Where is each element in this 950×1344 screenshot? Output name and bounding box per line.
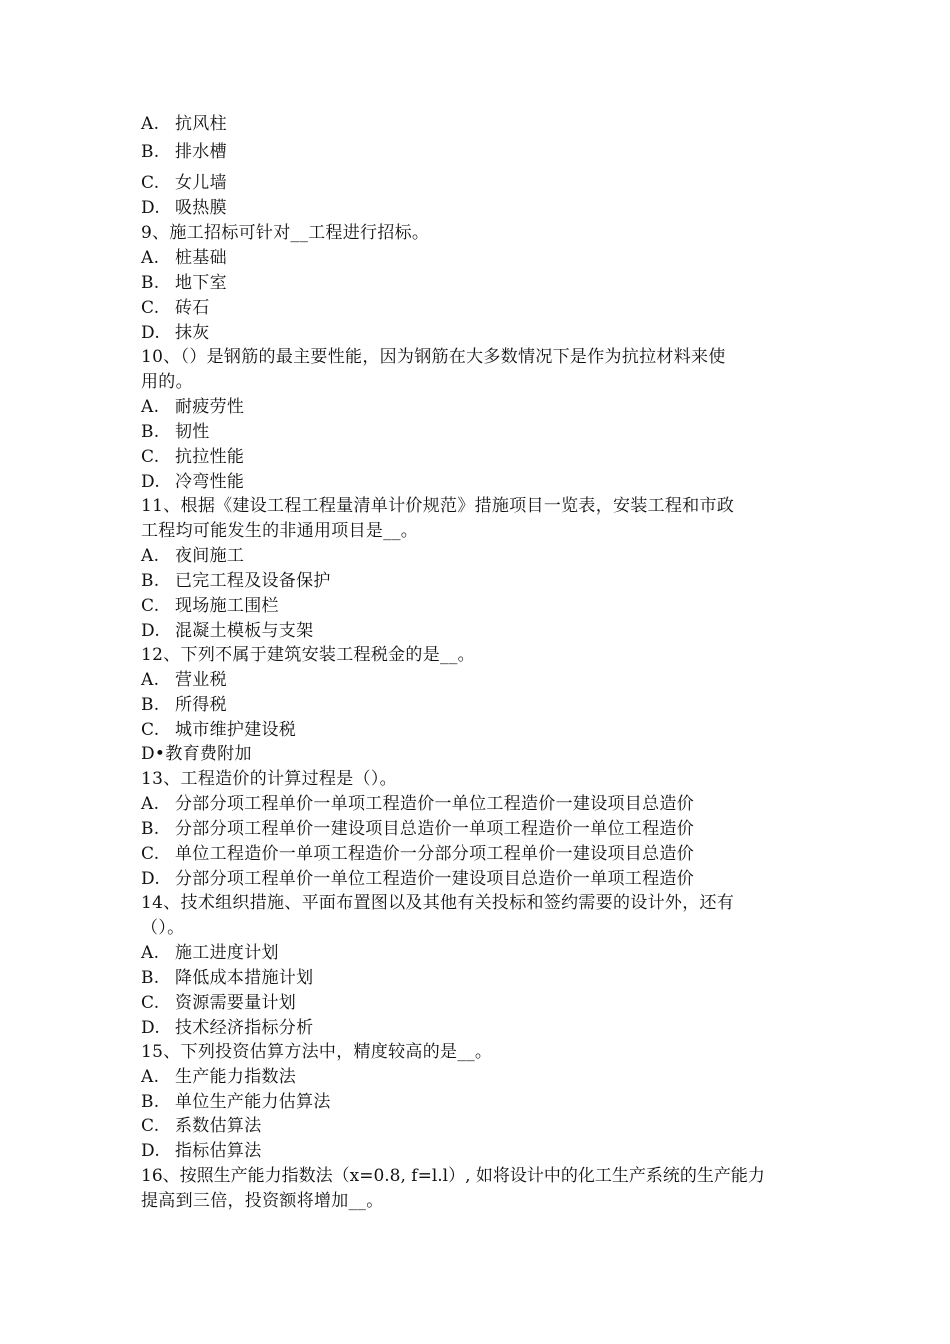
option-text: 混凝土模板与支架 [175,621,314,641]
option-text: 耐疲劳性 [175,397,245,417]
option-letter: B. [141,1092,160,1112]
q14-option-b [141,966,821,990]
question-10-stem-line2: 用的。 [141,372,193,392]
option-text: 排水槽 [175,142,227,162]
q11-option-d [141,619,821,643]
option-letter: C. [141,1116,160,1136]
option-text: 抹灰 [175,323,210,343]
option-letter: D. [141,1018,161,1038]
option-letter: D. [141,869,161,889]
q12-option-d [141,742,821,766]
option-text: 分部分项工程单价一单项工程造价一单位工程造价一建设项目总造价 [175,794,694,814]
option-text: 所得税 [175,695,227,715]
q14-option-d [141,1016,821,1040]
q13-option-c [141,842,821,866]
option-letter: D. [141,621,161,641]
option-text: 抗风柱 [175,114,227,134]
q12-option-a [141,668,821,692]
q10-option-a [141,395,821,419]
option-letter: C. [141,173,160,193]
question-11-stem-line2: 工程均可能发生的非通用项目是__。 [141,521,419,541]
option-letter: C. [141,993,160,1013]
option-letter: B. [141,422,160,442]
question-15-stem: 15、下列投资估算方法中，精度较高的是__。 [141,1042,493,1062]
option-text: 桩基础 [175,248,227,268]
question-14-stem-line2: （）。 [141,918,185,938]
option-text: 已完工程及设备保护 [175,571,331,591]
q9-option-d [141,321,821,345]
q14-option-c [141,991,821,1015]
option-letter: A. [141,943,160,963]
option-text: 指标估算法 [175,1141,262,1161]
q12-option-c [141,718,821,742]
option-letter: A. [141,1067,160,1087]
option-text: 教育费附加 [165,744,252,764]
option-text: 系数估算法 [175,1116,262,1136]
option-letter: D. [141,472,161,492]
option-letter: D. [141,1141,161,1161]
option-text: 现场施工围栏 [175,596,279,616]
option-d [141,196,821,220]
q9-option-a [141,246,821,270]
option-text: 韧性 [175,422,210,442]
option-c [141,171,821,195]
q15-option-c [141,1114,821,1138]
question-16-stem-line1: 16、按照生产能力指数法（x=0.8, f=l.l）, 如将设计中的化工生产系统的生产能力 [141,1166,765,1186]
option-letter: A. [141,670,160,690]
question-10-stem-line1: 10、（）是钢筋的最主要性能，因为钢筋在大多数情况下是作为抗拉材料来使 [141,347,726,367]
option-text: 城市维护建设税 [175,720,297,740]
option-text: 资源需要量计划 [175,993,297,1013]
option-letter: D. [141,198,161,218]
option-text: 分部分项工程单价一单位工程造价一建设项目总造价一单项工程造价 [175,869,694,889]
q13-option-b [141,817,821,841]
option-letter: C. [141,447,160,467]
q14-option-a [141,941,821,965]
option-letter: B. [141,571,160,591]
question-12-stem: 12、下列不属于建筑安装工程税金的是__。 [141,645,475,665]
question-14-stem-line1: 14、技术组织措施、平面布置图以及其他有关投标和签约需要的设计外，还有 [141,893,735,913]
q15-option-a [141,1065,821,1089]
option-text: 抗拉性能 [175,447,245,467]
option-letter: C. [141,720,160,740]
option-letter: A. [141,546,160,566]
option-letter: C. [141,596,160,616]
option-a [141,112,821,136]
option-text: 女儿墙 [175,173,227,193]
question-16-stem-line2: 提高到三倍，投资额将增加__。 [141,1191,384,1211]
option-letter: A. [141,114,160,134]
q10-option-b [141,420,821,444]
option-b [141,140,821,164]
q11-option-c [141,594,821,618]
option-letter: B. [141,142,160,162]
question-11-stem-line1: 11、根据《建设工程工程量清单计价规范》措施项目一览表，安装工程和市政 [141,496,735,516]
option-letter: B. [141,819,160,839]
option-text: 生产能力指数法 [175,1067,297,1087]
q11-option-a [141,544,821,568]
option-letter: C. [141,844,160,864]
question-13-stem: 13、工程造价的计算过程是（）。 [141,769,397,789]
q13-option-a [141,792,821,816]
option-letter: C. [141,298,160,318]
option-text: 单位工程造价一单项工程造价一分部分项工程单价一建设项目总造价 [175,844,694,864]
q15-option-b [141,1090,821,1114]
option-text: 夜间施工 [175,546,245,566]
option-text: 冷弯性能 [175,472,245,492]
option-letter: A. [141,248,160,268]
option-text: 单位生产能力估算法 [175,1092,331,1112]
option-text: 地下室 [175,273,227,293]
q11-option-b [141,569,821,593]
q9-option-b [141,271,821,295]
option-text: 砖石 [175,298,210,318]
option-letter: D. [141,323,161,343]
option-text: 降低成本措施计划 [175,968,314,988]
q12-option-b [141,693,821,717]
option-letter: B. [141,695,160,715]
q10-option-d [141,470,821,494]
option-letter: B. [141,968,160,988]
q15-option-d [141,1139,821,1163]
q10-option-c [141,445,821,469]
option-letter: D• [141,744,166,764]
option-letter: B. [141,273,160,293]
option-text: 施工进度计划 [175,943,279,963]
q13-option-d [141,867,821,891]
option-text: 分部分项工程单价一建设项目总造价一单项工程造价一单位工程造价 [175,819,694,839]
question-9-stem: 9、施工招标可针对__工程进行招标。 [141,223,430,243]
option-text: 营业税 [175,670,227,690]
option-letter: A. [141,397,160,417]
option-text: 吸热膜 [175,198,227,218]
q9-option-c [141,296,821,320]
option-letter: A. [141,794,160,814]
option-text: 技术经济指标分析 [175,1018,314,1038]
